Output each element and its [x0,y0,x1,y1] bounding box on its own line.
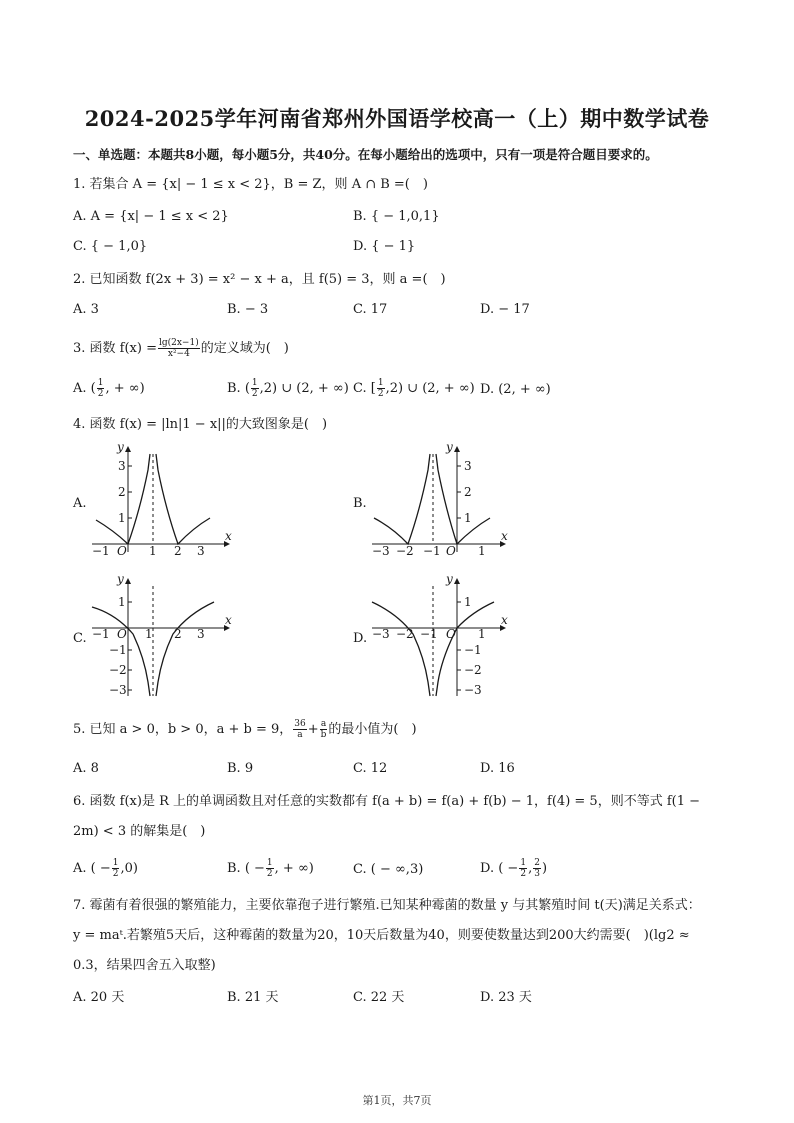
question-6-option-b: B. ( − $\frac{1}{2}$ , + ∞) [227,858,314,879]
question-4-option-d-label: D. [353,631,368,646]
question-6-option-a: A. ( − $\frac{1}{2}$ ,0) [73,858,138,879]
question-1-option-d: D. { − 1} [353,239,416,254]
graph-b [368,440,518,560]
graph-d-origin: O [446,627,456,641]
graph-c-tick-x: 1 [145,627,153,641]
graph-a-x-label: x [225,529,232,543]
question-4-option-b-label: B. [353,496,367,511]
question-3-option-b: B. ( $\frac{1}{2}$ ,2) ∪ (2, + ∞) [227,378,349,399]
question-4-option-a-label: A. [73,496,87,511]
question-3-option-c: C. [ $\frac{1}{2}$ ,2) ∪ (2, + ∞) [353,378,475,399]
question-2-option-c: C. 17 [353,302,388,317]
question-7-option-d: D. 23 天 [480,990,532,1005]
graph-c-tick-x: 3 [197,627,205,641]
graph-a-tick-x: 2 [174,544,182,558]
graph-a [88,440,238,560]
graph-c-tick-x: −1 [92,627,110,641]
graph-d-tick-x: −2 [396,627,414,641]
question-1-stem: 1. 若集合 A = {x| − 1 ≤ x < 2}，B = Z，则 A ∩ B =( ) [73,177,428,192]
graph-d-y-label: y [446,572,453,586]
graph-a-y-label: y [117,440,124,454]
question-6-option-d: D. ( − $\frac{1}{2}$ , $\frac{2}{3}$ ) [480,858,548,879]
graph-d-x-label: x [501,613,508,627]
question-6-stem-line-1: 6. 函数 f(x)是 R 上的单调函数且对任意的实数都有 f(a + b) = f(a) + f(b) − 1，f(4) = 5，则不等式 f(1 − [73,794,701,809]
question-4-stem: 4. 函数 f(x) = |ln|1 − x||的大致图象是( ) [73,417,328,432]
question-2-option-d: D. − 17 [480,302,530,317]
graph-c-tick-y: −1 [109,643,127,657]
graph-b-tick-y: 1 [464,511,472,525]
question-5-option-d: D. 16 [480,761,515,776]
graph-c-origin: O [117,627,127,641]
question-2-stem: 2. 已知函数 f(2x + 3) = x² − x + a，且 f(5) = 3，则 a =( ) [73,272,446,287]
graph-a-origin: O [117,544,127,558]
graph-b-tick-x: −1 [423,544,441,558]
graph-b-x-label: x [501,529,508,543]
question-3-stem: 3. 函数 f(x) = $\frac{\lg(2x-1)}{\text{x²−4}}$ 的定义域为( ) [73,338,289,359]
question-7-line-3: 0.3，结果四舍五入取整) [73,958,216,973]
question-5-stem: 5. 已知 a > 0，b > 0，a + b = 9， $\frac{36}{a}$ + $\frac{a}{b}$ 的最小值为( ) [73,719,417,740]
graph-d-tick-x: −3 [372,627,390,641]
question-7-option-b: B. 21 天 [227,990,279,1005]
question-3-option-d: D. (2, + ∞) [480,382,551,397]
graph-c-tick-y: 1 [118,595,126,609]
question-5-option-b: B. 9 [227,761,254,776]
question-5-option-a: A. 8 [73,761,99,776]
graph-c-x-label: x [225,613,232,627]
question-2-option-a: A. 3 [73,302,99,317]
graph-a-tick-x: −1 [92,544,110,558]
graph-a-tick-x: 1 [149,544,157,558]
question-1-option-c: C. { − 1,0} [73,239,148,254]
graph-b-origin: O [446,544,456,558]
question-3-option-a: A. ( $\frac{1}{2}$ , + ∞) [73,378,145,399]
question-4-option-c-label: C. [73,631,87,646]
question-7-line-2: y = maᵗ.若繁殖5天后，这种霉菌的数量为20，10天后数量为40，则要使数量达到200大约需要( )(lg2 ≈ [73,928,690,943]
question-6-stem-line-2: 2m) < 3 的解集是( ) [73,824,206,839]
question-7-line-1: 7. 霉菌有着很强的繁殖能力，主要依靠孢子进行繁殖.已知某种霉菌的数量 y 与其繁殖时间 t(天)满足关系式： [73,898,701,913]
graph-a-tick-y: 1 [118,511,126,525]
page-footer: 第1页，共7页 [362,1094,432,1107]
graph-c-tick-y: −3 [109,683,127,697]
graph-d-tick-x: −1 [420,627,438,641]
section-heading: 一、单选题：本题共8小题，每小题5分，共40分。在每小题给出的选项中，只有一项是符合题目要求的。 [73,147,658,162]
question-7-option-a: A. 20 天 [73,990,125,1005]
question-3-fraction: $\frac{\lg(2x-1)}{\text{x²−4}}$ [158,338,199,359]
question-2-option-b: B. − 3 [227,302,269,317]
graph-b-tick-x: −2 [396,544,414,558]
question-6-option-c: C. ( − ∞,3) [353,862,424,877]
graph-c [88,572,238,700]
graph-a-tick-y: 3 [118,459,126,473]
question-5-option-c: C. 12 [353,761,388,776]
graph-d-tick-y: −2 [464,663,482,677]
graph-c-tick-x: 2 [174,627,182,641]
graph-a-tick-y: 2 [118,485,126,499]
graph-b-tick-x: 1 [478,544,486,558]
page-title: 2024-2025学年河南省郑州外国语学校高一（上）期中数学试卷 [84,106,710,131]
graph-d-tick-y: 1 [464,595,472,609]
graph-a-tick-x: 3 [197,544,205,558]
graph-b-tick-x: −3 [372,544,390,558]
graph-b-tick-y: 3 [464,459,472,473]
graph-c-tick-y: −2 [109,663,127,677]
question-1-option-b: B. { − 1,0,1} [353,209,440,224]
question-7-option-c: C. 22 天 [353,990,405,1005]
graph-b-tick-y: 2 [464,485,472,499]
graph-d-tick-y: −1 [464,643,482,657]
graph-b-y-label: y [446,440,453,454]
graph-d [368,572,518,700]
graph-c-y-label: y [117,572,124,586]
question-1-option-a: A. A = {x| − 1 ≤ x < 2} [73,209,229,224]
graph-d-tick-x: 1 [478,627,486,641]
graph-d-tick-y: −3 [464,683,482,697]
